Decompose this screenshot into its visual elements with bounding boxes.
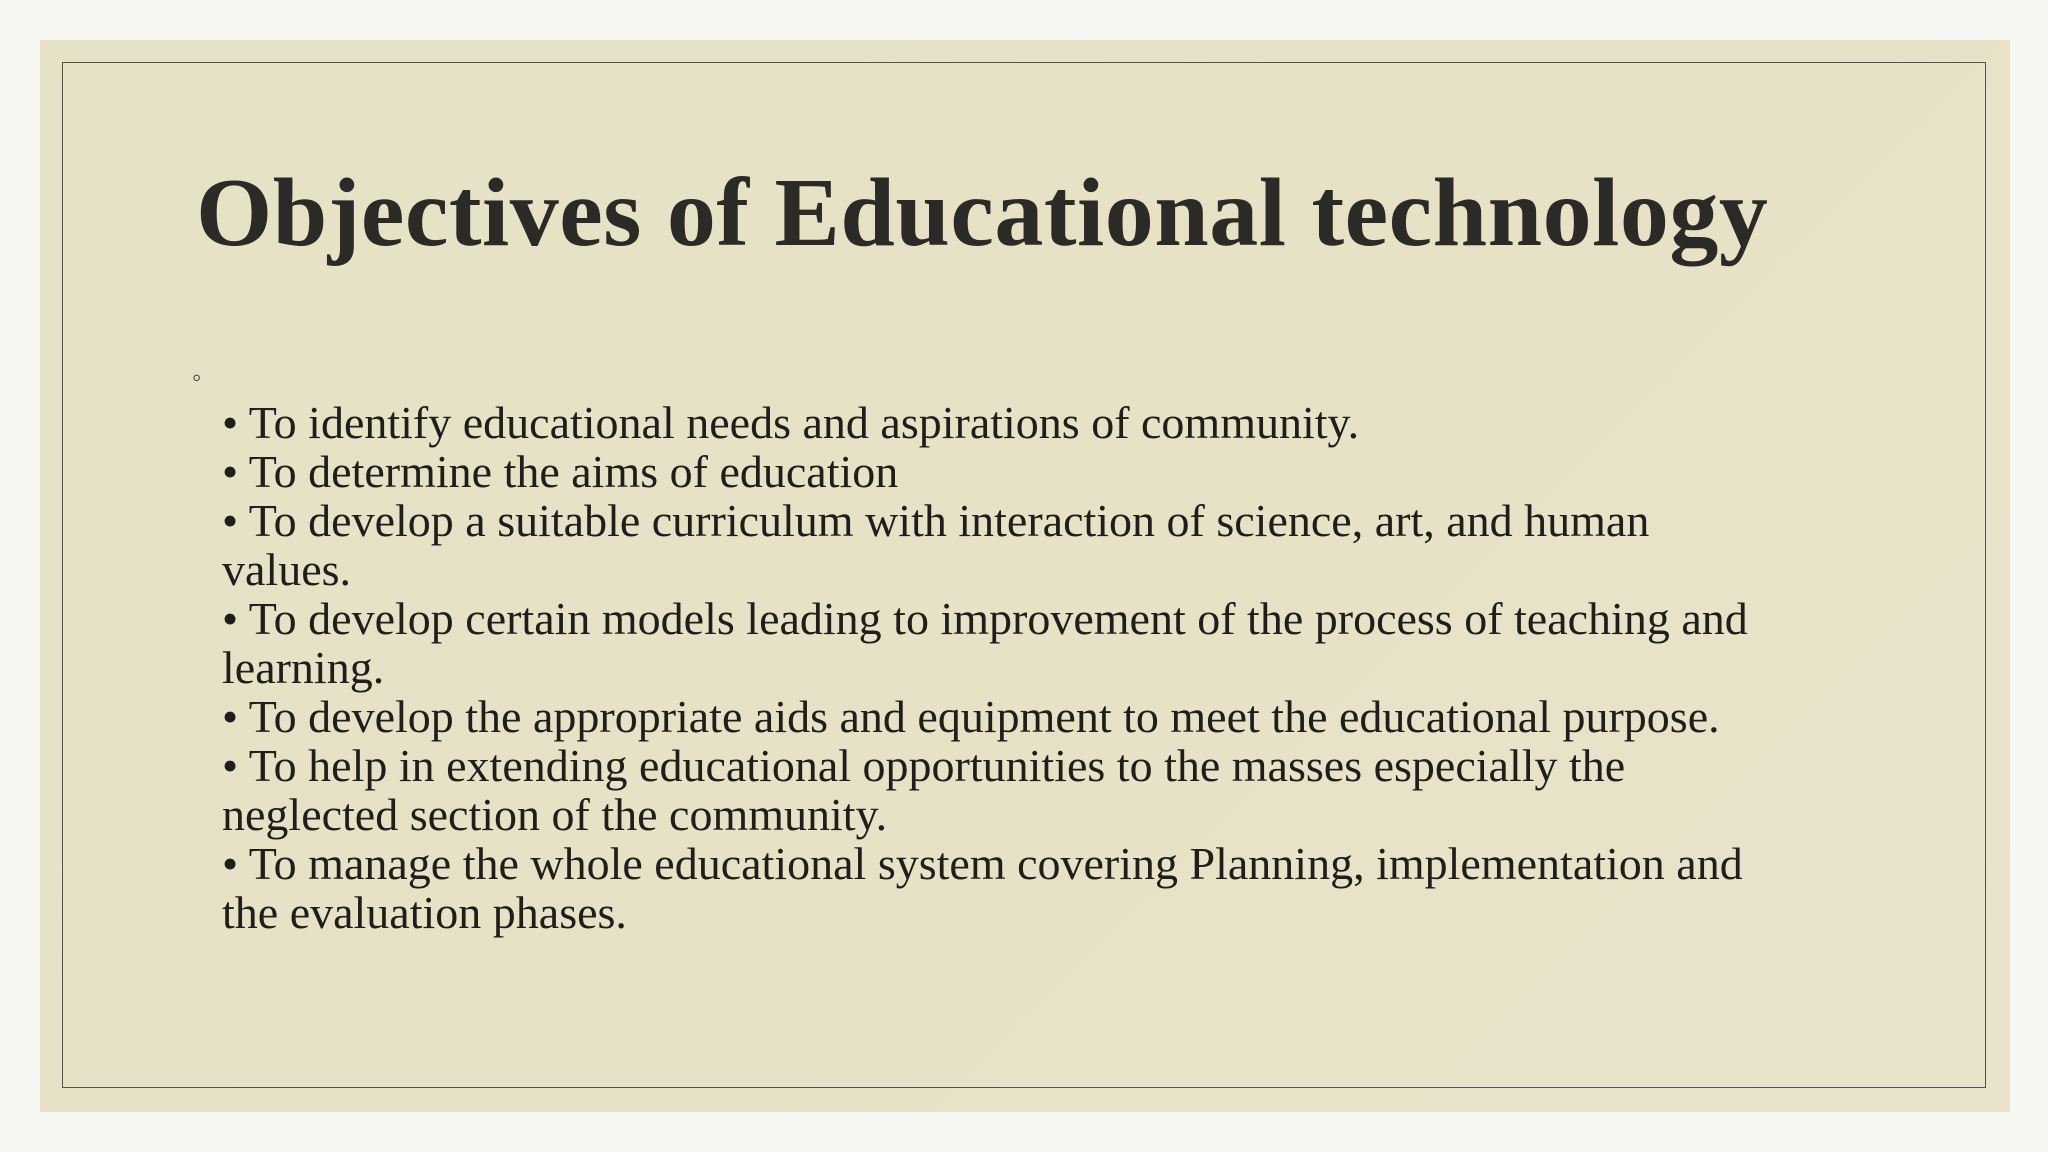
slide-body: [192, 358, 1752, 937]
list-item: • To develop the appropriate aids and equipment to meet the educational purpose.: [222, 691, 1720, 742]
slide-title: Objectives of Educational technology: [196, 159, 1769, 267]
level1-bullet-marker: ◦: [192, 363, 202, 392]
list-item: • To manage the whole educational system covering Planning, implementation and the evaluation phases.: [222, 838, 1743, 938]
list-item: • To determine the aims of education: [222, 446, 899, 497]
objectives-list: [192, 398, 1752, 937]
slide: [40, 40, 2010, 1112]
list-item: • To help in extending educational opportunities to the masses especially the neglected section of the community.: [222, 740, 1626, 840]
list-item: • To identify educational needs and aspirations of community.: [222, 397, 1360, 448]
list-item: • To develop a suitable curriculum with interaction of science, art, and human values.: [222, 495, 1650, 595]
list-item: • To develop certain models leading to improvement of the process of teaching and learning.: [222, 593, 1748, 693]
